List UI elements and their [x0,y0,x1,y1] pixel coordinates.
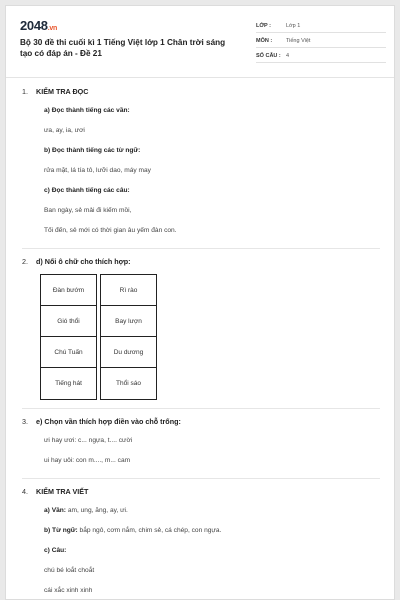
meta-row-class: LỚP : Lớp 1 [256,20,386,33]
question-2-heading: 2. d) Nối ô chữ cho thích hợp: [22,257,131,266]
q3-line-2: ui hay uôi: con m...., m... cam [44,457,131,464]
match-left-item[interactable]: Tiếng hát [55,380,82,387]
q4-part-a: a) Vần: am, ung, ăng, ay, ưi. [44,507,128,514]
meta-row-question-count: SỐ CÂU : 4 [256,50,386,63]
q1-part-a-label: a) Đọc thành tiếng các vần: [44,107,130,114]
document-page [5,5,395,600]
question-3-heading: 3. e) Chọn vần thích hợp điền vào chỗ trống: [22,417,181,426]
question-1-heading: 1. KIỂM TRA ĐỌC [22,87,89,96]
match-left-item[interactable]: Đàn bướm [41,275,96,306]
match-column-left [40,274,97,400]
match-right-item[interactable]: Bay lượn [101,306,156,337]
question-4-heading: 4. KIỂM TRA VIẾT [22,487,89,496]
q4-part-b: b) Từ ngữ: bắp ngô, cơm nắm, chim sẻ, cá chép, con ngựa. [44,527,222,534]
q4-part-c-text-2: cái xắc xinh xinh [44,587,93,594]
document-title: Bộ 30 đề thi cuối kì 1 Tiếng Việt lớp 1 Chân trời sáng tạo có đáp án - Đề 21 [20,38,226,58]
q1-part-c-label: c) Đọc thành tiếng các câu: [44,187,130,194]
site-logo[interactable]: 2048.vn [20,18,57,33]
q1-part-b-text: rửa mặt, lá tía tô, lưỡi dao, máy may [44,167,151,174]
q4-part-c-text-1: chú bé loắt choắt [44,567,95,574]
match-right-item[interactable]: Rì rào [101,275,156,306]
match-left-item[interactable]: Gió thổi [41,306,96,337]
meta-row-subject: MÔN : Tiếng Việt [256,35,386,48]
match-column-right [100,274,157,400]
match-left-item[interactable]: Chú Tuấn [41,337,96,368]
divider [22,408,380,409]
q1-part-c-text-2: Tối đến, sẻ mới có thời gian âu yếm đàn con. [44,227,177,234]
divider [22,478,380,479]
q1-part-a-text: ưa, ay, ia, ươi [44,127,85,134]
match-right-item[interactable]: Du dương [101,337,156,368]
q1-part-b-label: b) Đọc thành tiếng các từ ngữ: [44,147,141,154]
document-header [6,6,394,78]
meta-info [256,20,386,65]
divider [22,248,380,249]
q3-line-1: ưi hay ươi: c... ngựa, t.... cười [44,437,133,444]
q4-part-c-label: c) Câu: [44,547,67,554]
match-right-item[interactable]: Thổi sáo [116,380,141,387]
q1-part-c-text-1: Ban ngày, sẻ mải đi kiếm mồi, [44,207,132,214]
